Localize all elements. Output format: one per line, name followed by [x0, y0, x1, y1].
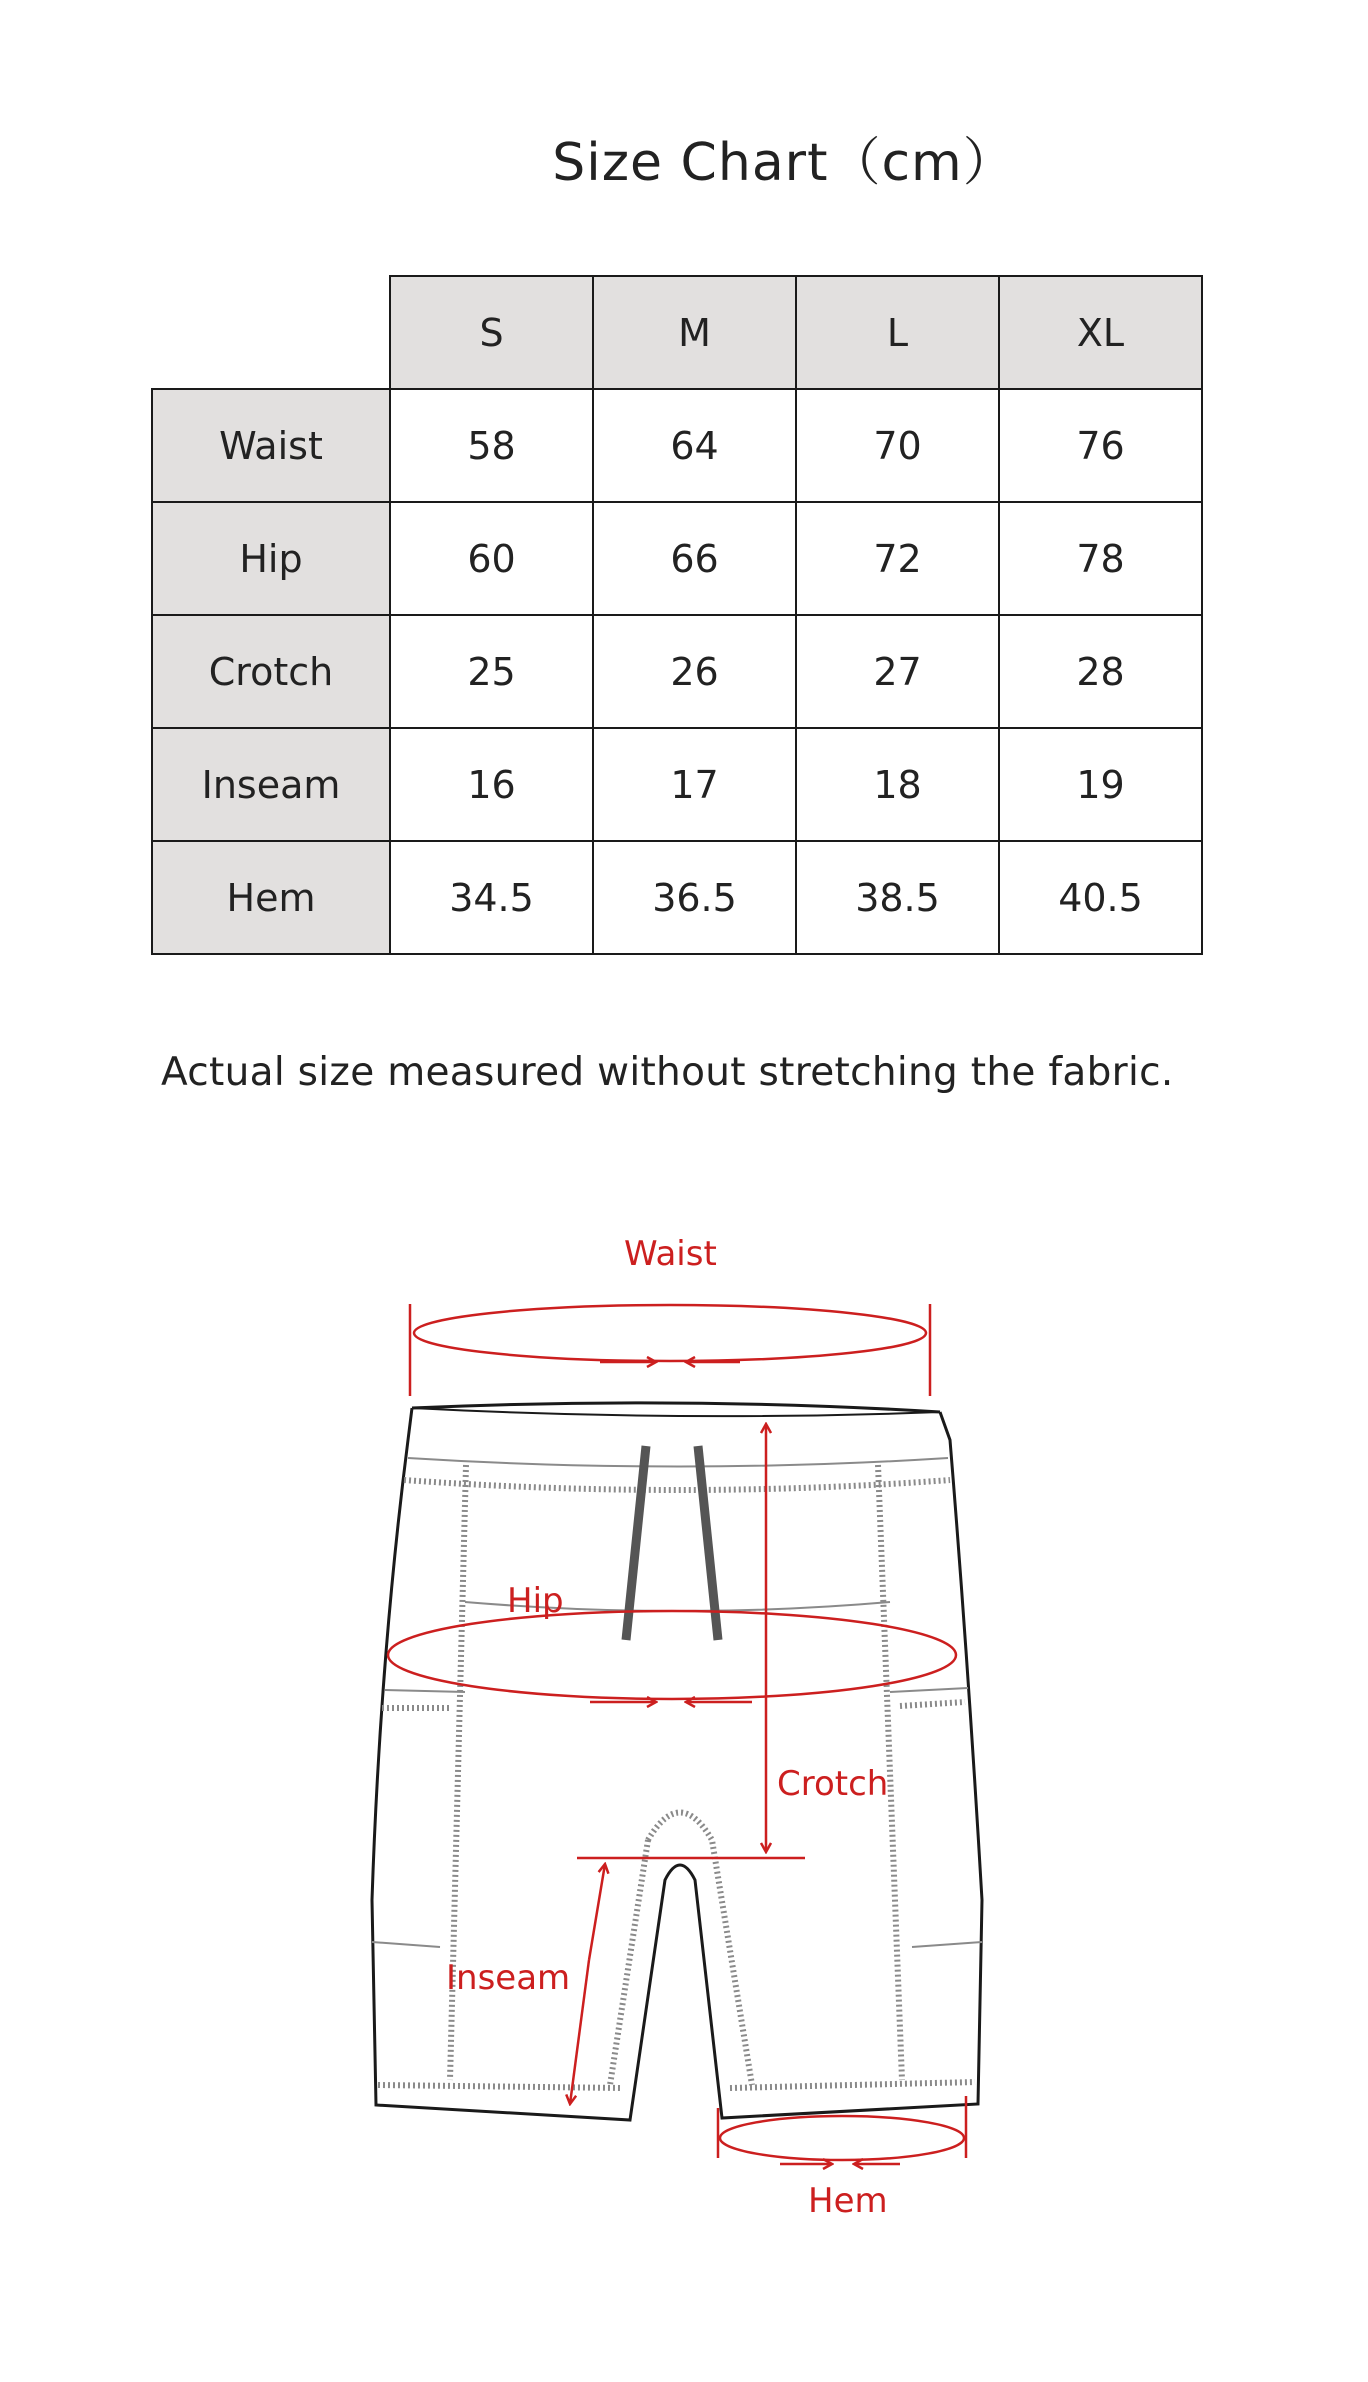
hip-label: Hip — [507, 1581, 564, 1621]
page-title: Size Chart（cm） — [552, 133, 1016, 193]
inseam-label: Inseam — [446, 1958, 571, 1998]
row-label: Hem — [152, 841, 390, 954]
size-header: XL — [999, 276, 1202, 389]
table-cell: 28 — [999, 615, 1202, 728]
table-cell: 76 — [999, 389, 1202, 502]
table-cell: 70 — [796, 389, 999, 502]
table-cell: 66 — [593, 502, 796, 615]
table-cell: 38.5 — [796, 841, 999, 954]
shorts-measurement-diagram — [0, 1200, 1368, 2260]
table-cell: 36.5 — [593, 841, 796, 954]
table-cell: 72 — [796, 502, 999, 615]
table-cell: 26 — [593, 615, 796, 728]
table-cell: 19 — [999, 728, 1202, 841]
table-row — [152, 841, 1202, 954]
table-header-row — [152, 276, 1202, 389]
table-cell: 78 — [999, 502, 1202, 615]
inseam-measurement — [570, 1864, 605, 2104]
table-cell: 64 — [593, 389, 796, 502]
waist-measurement — [410, 1304, 930, 1396]
table-cell: 18 — [796, 728, 999, 841]
row-label: Waist — [152, 389, 390, 502]
hip-measurement — [388, 1611, 956, 1702]
table-cell: 60 — [390, 502, 593, 615]
table-row — [152, 728, 1202, 841]
size-header: S — [390, 276, 593, 389]
size-header: L — [796, 276, 999, 389]
table-cell: 16 — [390, 728, 593, 841]
waist-label: Waist — [624, 1234, 717, 1274]
table-cell: 27 — [796, 615, 999, 728]
crotch-measurement — [577, 1424, 805, 1858]
table-row — [152, 502, 1202, 615]
table-cell: 34.5 — [390, 841, 593, 954]
table-cell: 58 — [390, 389, 593, 502]
table-cell: 17 — [593, 728, 796, 841]
measurement-note: Actual size measured without stretching the fabric. — [161, 1050, 1174, 1095]
size-table — [151, 275, 1203, 955]
crotch-label: Crotch — [777, 1764, 889, 1804]
table-cell: 40.5 — [999, 841, 1202, 954]
row-label: Inseam — [152, 728, 390, 841]
table-row — [152, 389, 1202, 502]
size-header: M — [593, 276, 796, 389]
table-corner-cell — [152, 276, 390, 389]
hem-label: Hem — [808, 2181, 888, 2221]
table-row — [152, 615, 1202, 728]
row-label: Crotch — [152, 615, 390, 728]
table-cell: 25 — [390, 615, 593, 728]
row-label: Hip — [152, 502, 390, 615]
